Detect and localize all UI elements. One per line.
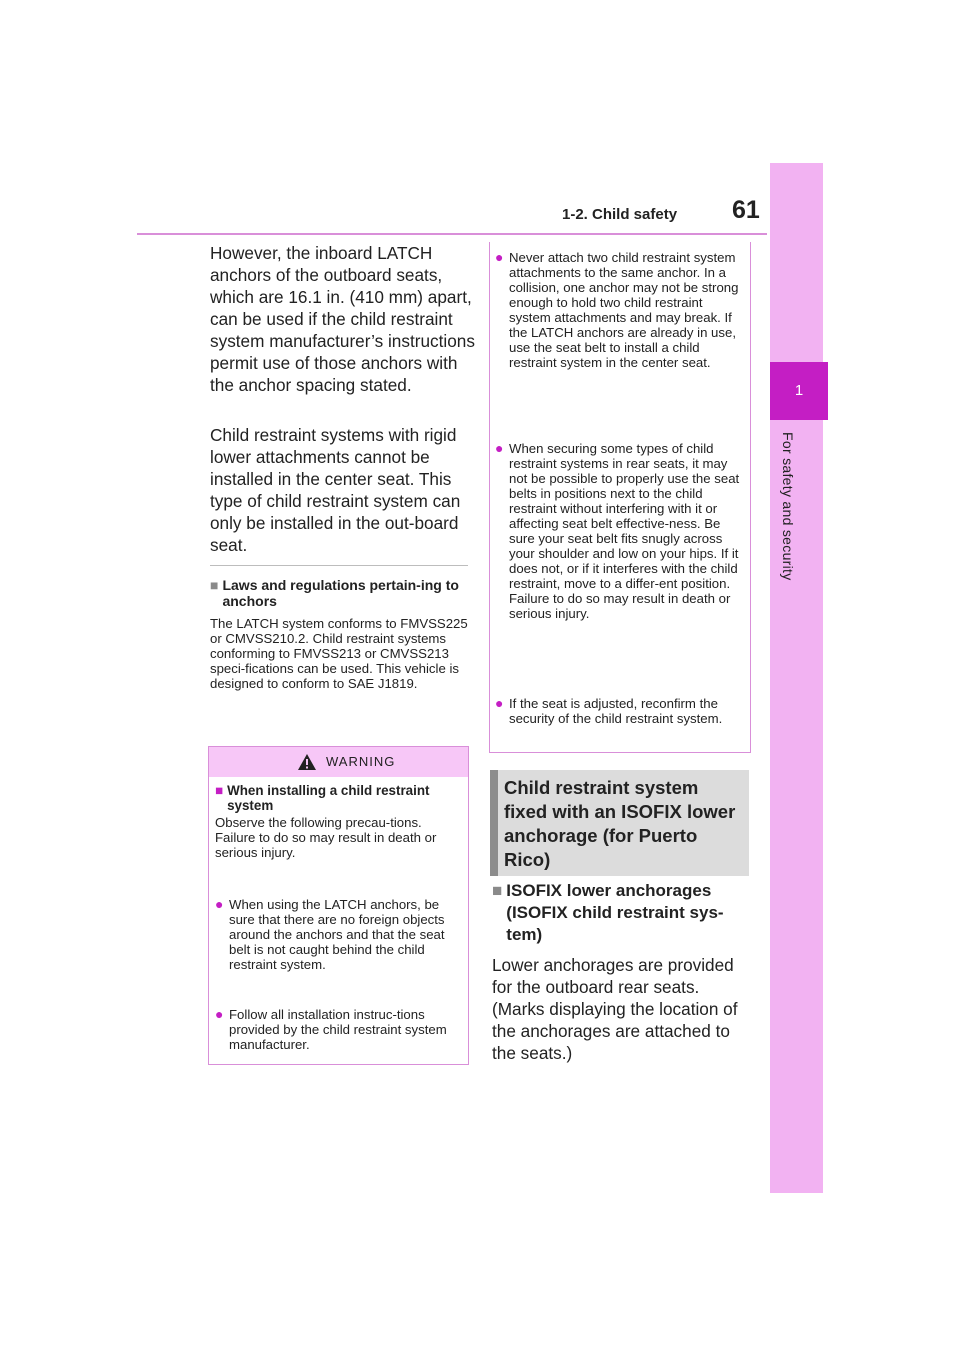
- page-number: 61: [732, 196, 760, 224]
- warning-bullet-text: When using the LATCH anchors, be sure that there are no foreign objects around the anchors and that the seat belt is not caught behind the child restraint system.: [229, 897, 445, 972]
- warning-heading: [215, 783, 465, 813]
- isofix-subheading: [492, 880, 750, 946]
- warning-bullet: [215, 1007, 465, 1052]
- isofix-section-heading: [490, 770, 749, 876]
- isofix-paragraph: Lower anchorages are provided for the outboard rear seats. (Marks displaying the location of the anchorages are attached to the seats.): [492, 955, 738, 1063]
- right-bullet-text: Never attach two child restraint system attachments to the same anchor. In a collision, one anchor may not be strong enough to hold two child restraint system attachments and may break. If the LATCH anchors are already in use, use the seat belt to install a child restraint system in the center seat.: [509, 250, 739, 370]
- bullet-dot-icon: ●: [495, 249, 504, 265]
- header-divider: [137, 233, 767, 235]
- laws-heading-text: Laws and regulations pertain-ing to anchors: [222, 577, 459, 609]
- warning-heading-text: When installing a child restraint system: [227, 783, 430, 813]
- warning-title: WARNING: [326, 754, 396, 769]
- laws-text: The LATCH system conforms to FMVSS225 or CMVSS210.2. Child restraint systems conforming to FMVSS213 or CMVSS213 speci-fications can be used. This vehicle is designed to conform to SAE J1819.: [210, 616, 468, 691]
- chapter-number-tab[interactable]: 1: [770, 362, 828, 420]
- warning-bullet: [215, 897, 465, 972]
- bullet-dot-icon: ●: [215, 1006, 224, 1022]
- section-divider: [210, 565, 468, 566]
- right-bullet-text: When securing some types of child restraint systems in rear seats, it may not be possible to properly use the seat belts in positions next to the child restraint without interfering with it or affecting seat belt effective-ness. Be sure your seat belt fits snugly across your shoulder and low on your hips. If it does not, or if it interferes with the child restraint, move to a differ-ent position. Failure to do so may result in death or serious injury.: [509, 441, 740, 621]
- section-title: 1-2. Child safety: [562, 206, 678, 223]
- isofix-subheading-text: ISOFIX lower anchorages (ISOFIX child restraint sys-tem): [506, 881, 724, 944]
- bullet-dot-icon: ●: [495, 440, 504, 456]
- bullet-dot-icon: ●: [495, 695, 504, 711]
- square-bullet-icon: ■: [210, 577, 219, 593]
- right-bullet: [495, 696, 745, 726]
- square-bullet-icon: ■: [215, 783, 224, 798]
- right-bullet: [495, 250, 745, 370]
- right-bullet-text: If the seat is adjusted, reconfirm the security of the child restraint system.: [509, 696, 723, 726]
- warning-box: [208, 746, 469, 1065]
- bullet-dot-icon: ●: [215, 896, 224, 912]
- warning-header: [209, 747, 468, 777]
- body-paragraph-rigid-attachments: Child restraint systems with rigid lower attachments cannot be installed in the center seat. This type of child restraint system can only be installed in the out-board seat.: [210, 425, 461, 555]
- laws-heading: [210, 577, 468, 609]
- chapter-side-strip: [770, 163, 823, 1193]
- right-bullet: [495, 441, 745, 621]
- body-paragraph-inboard-anchors: However, the inboard LATCH anchors of the outboard seats, which are 16.1 in. (410 mm) apart, can be used if the child restraint system manufacturer’s instructions permit use of those anchors with the anchor spacing stated.: [210, 243, 475, 395]
- chapter-label: For safety and security: [780, 432, 796, 581]
- isofix-section-title: Child restraint system fixed with an ISOFIX lower anchorage (for Puerto Rico): [504, 777, 736, 870]
- warning-triangle-icon: [297, 753, 317, 771]
- heading-accent-bar: [490, 770, 498, 876]
- warning-intro: Observe the following precau-tions. Failure to do so may result in death or serious injury.: [215, 815, 437, 860]
- square-bullet-icon: ■: [492, 881, 503, 900]
- warning-bullet-text: Follow all installation instruc-tions provided by the child restraint system manufacturer.: [229, 1007, 447, 1052]
